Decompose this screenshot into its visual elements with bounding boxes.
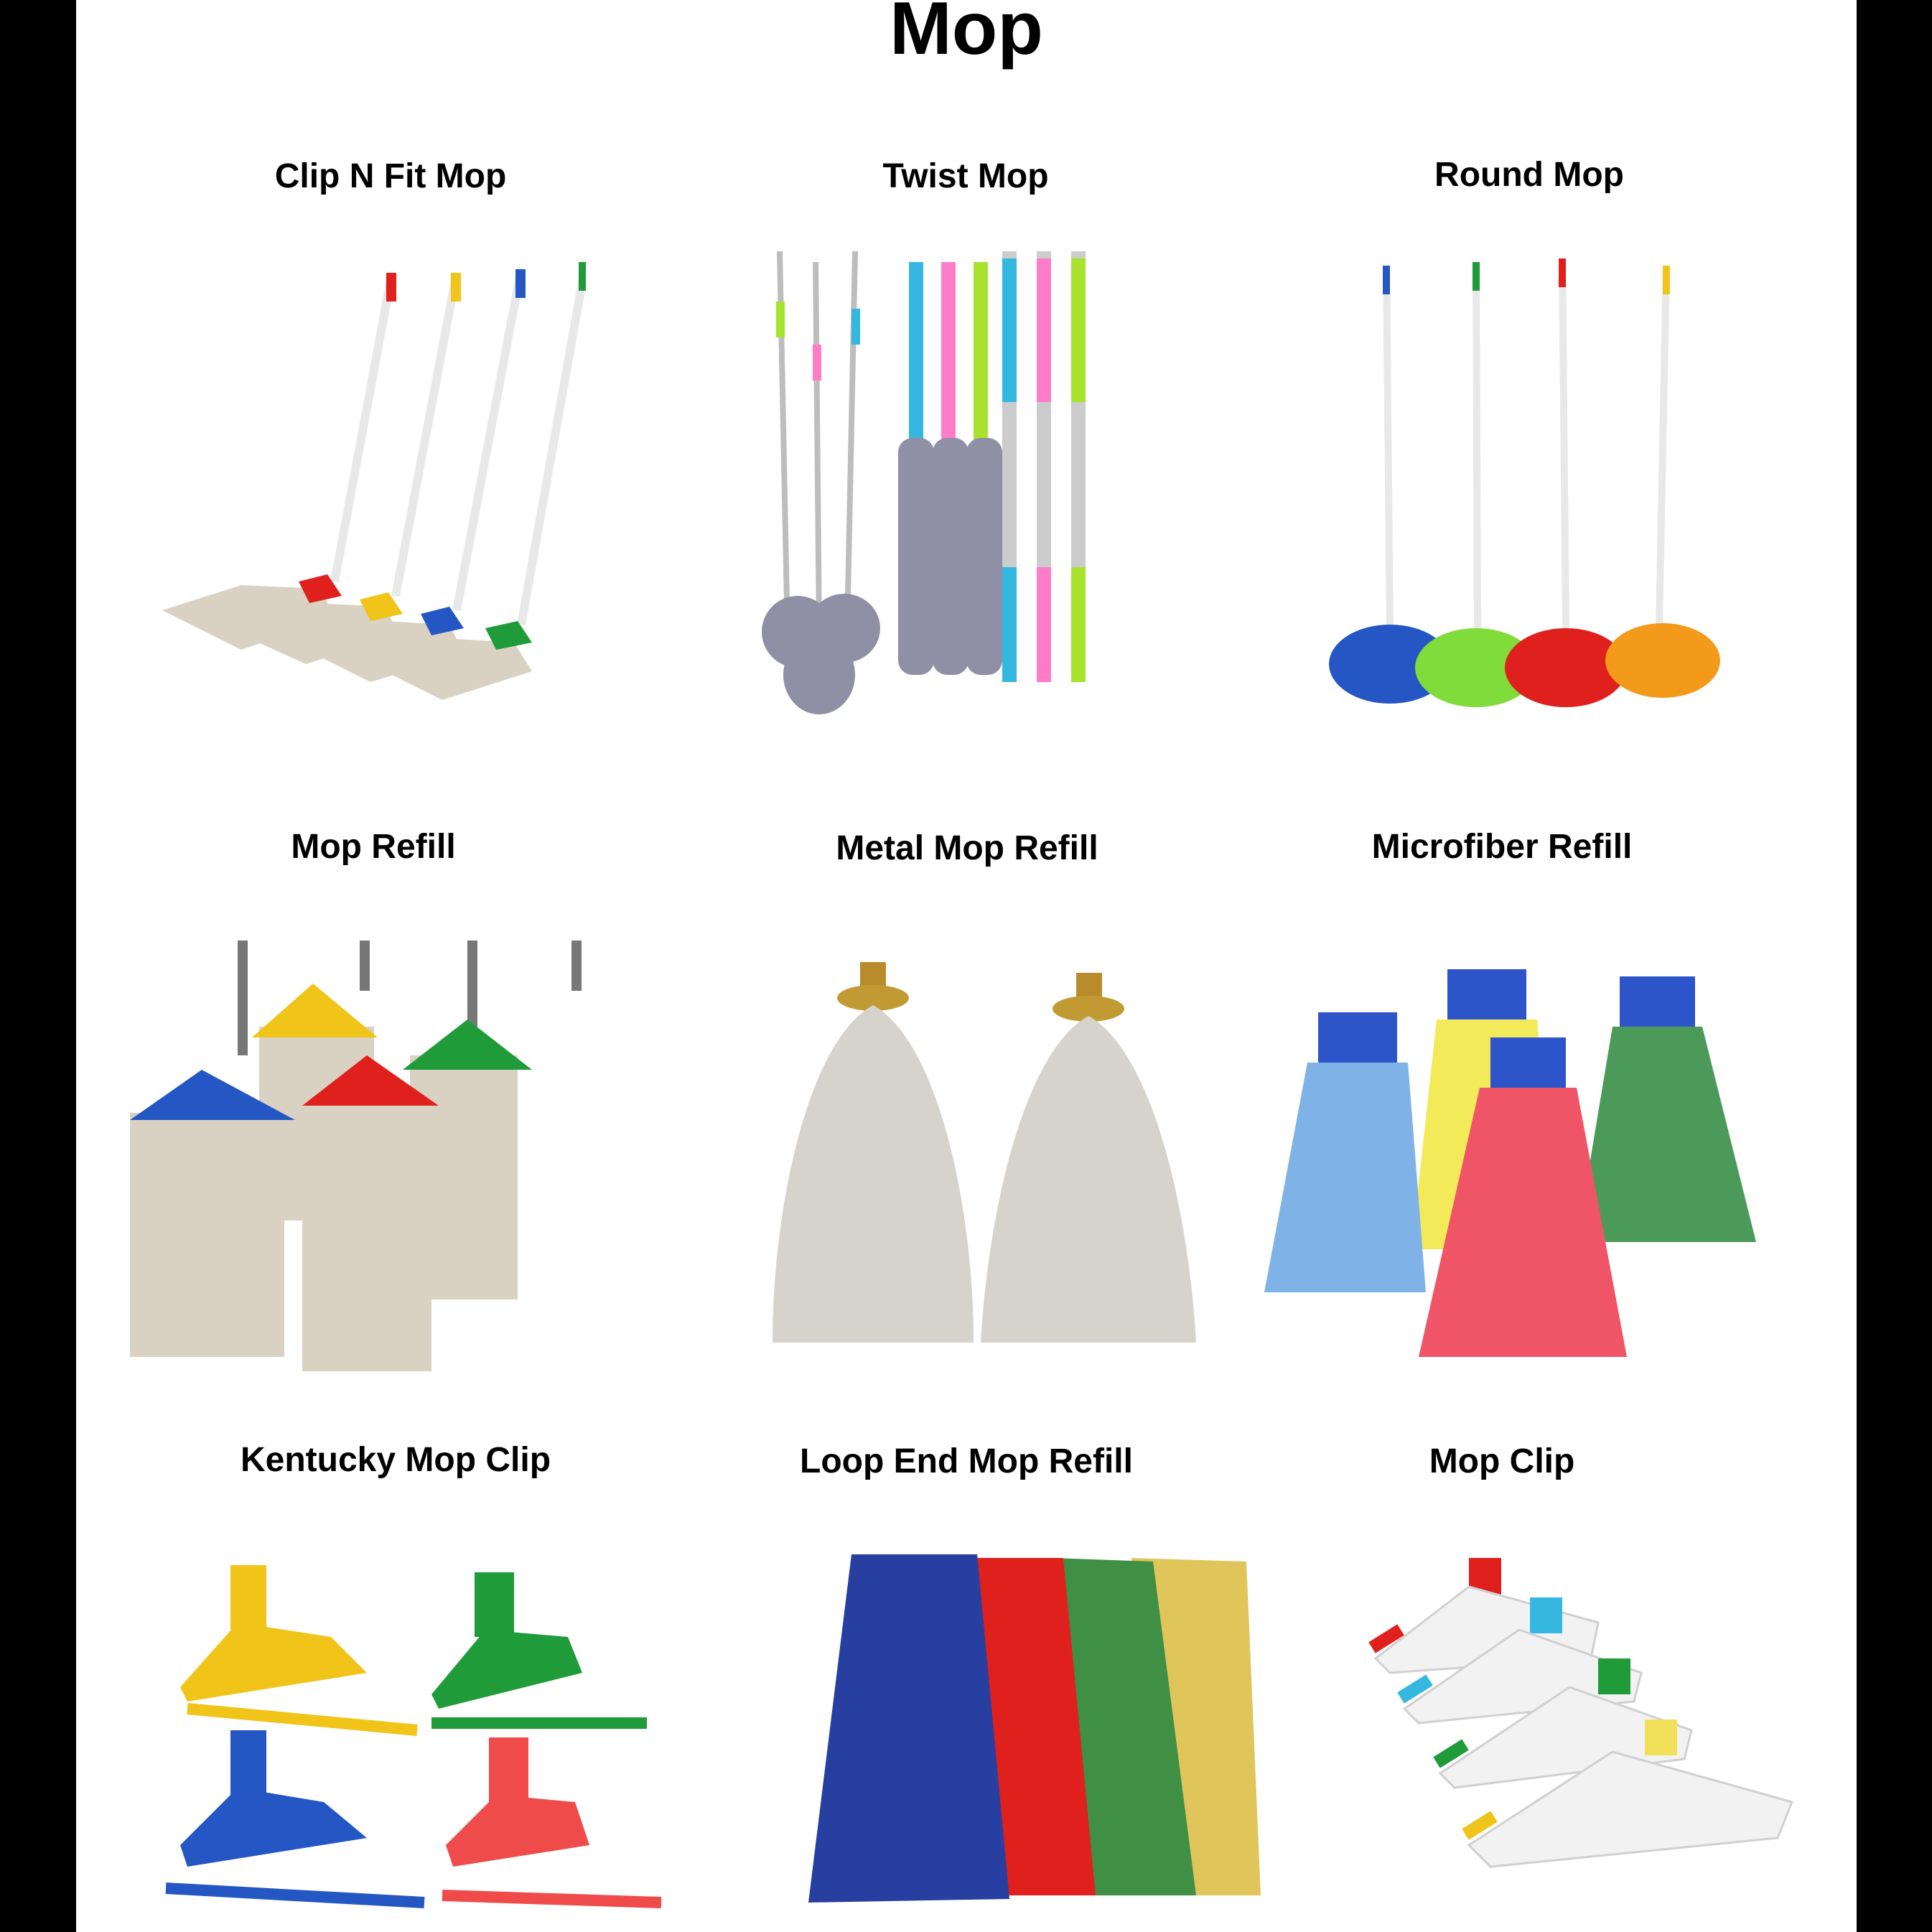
metal-mop-refill-icon bbox=[765, 955, 1268, 1357]
catalog-page bbox=[76, 0, 1857, 1932]
product-label-loop-end-mop-refill: Loop End Mop Refill bbox=[800, 1442, 1133, 1480]
mop-refill-icon bbox=[130, 941, 618, 1371]
kentucky-mop-clip-icon bbox=[159, 1558, 661, 1917]
round-mop-icon bbox=[1325, 251, 1792, 711]
product-label-mop-clip: Mop Clip bbox=[1429, 1442, 1575, 1480]
loop-end-mop-refill-icon bbox=[794, 1544, 1282, 1910]
twist-mop-icon bbox=[758, 244, 1261, 718]
clip-n-fit-mop-icon bbox=[155, 251, 586, 704]
product-label-mop-refill: Mop Refill bbox=[291, 828, 456, 866]
mop-clip-icon bbox=[1361, 1551, 1814, 1895]
product-label-metal-mop-refill: Metal Mop Refill bbox=[836, 829, 1098, 867]
product-label-twist-mop: Twist Mop bbox=[882, 157, 1049, 195]
page-title: Mop bbox=[890, 0, 1043, 70]
product-label-microfiber-refill: Microfiber Refill bbox=[1371, 828, 1633, 866]
product-label-round-mop: Round Mop bbox=[1434, 156, 1624, 194]
product-label-kentucky-mop-clip: Kentucky Mop Clip bbox=[240, 1441, 551, 1479]
microfiber-refill-icon bbox=[1254, 962, 1842, 1371]
product-label-clip-n-fit-mop: Clip N Fit Mop bbox=[274, 157, 507, 195]
